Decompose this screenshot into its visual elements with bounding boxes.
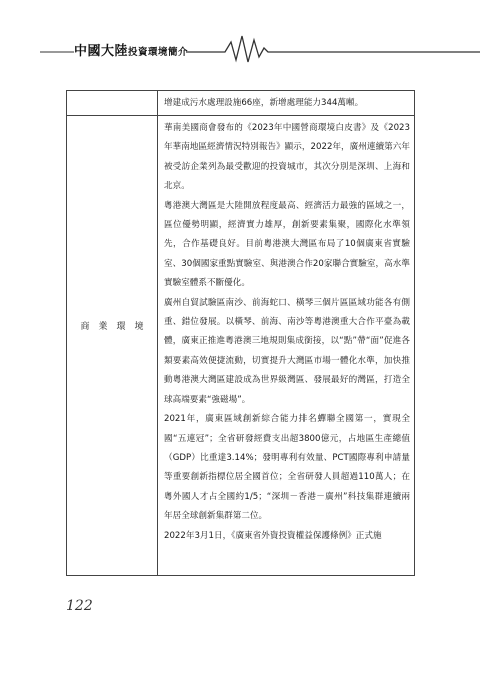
content-table xyxy=(66,90,415,576)
page-header xyxy=(0,0,480,70)
paragraph: 廣州自貿試驗區南沙、前海蛇口、橫琴三個片區區域功能各有側重、錯位發展。以橫琴、前海、南沙等粵港澳重大合作平臺為載體，廣東正推進粵港澳三地規則集成銜接，以“點”帶“面”促進各類要素高效便捷流動，切實提升大灣區市場一體化水準，加快推動粵港澳大灣區建設成為世界級灣區、發展最好的灣區，打造全球高端要素“強磁場”。 xyxy=(164,297,410,405)
header-title-sub: 投資環境簡介 xyxy=(128,47,189,58)
paragraph: 粵港澳大灣區是大陸開放程度最高、經濟活力最強的區域之一，區位優勢明顯，經濟實力雄厚，創新要素集聚，國際化水準領先，合作基礎良好。目前粵港澳大灣區布局了10個廣東省實驗室、30個國家重點實驗室、與港澳合作20家聯合實驗室，高水準實驗室體系不斷優化。 xyxy=(164,200,410,289)
page-number: 122 xyxy=(66,598,93,614)
header-ecg-line xyxy=(0,30,480,70)
header-title xyxy=(74,40,188,59)
header-title-main: 中國大陸 xyxy=(74,44,129,59)
paragraph: 2021年，廣東區域創新綜合能力排名蟬聯全國第一，實現全國“五連冠”；全省研發經費支出超3800億元，占地區生產總值（GDP）比重達3.14%；發明專利有效量、PCT國際專利申請量等重要創新指標位居全國首位；全省研發人員超過110萬人；在粵外國人才占全國約1/5；“深圳－香港－廣州”科技集群連續兩年居全球創新集群第二位。 xyxy=(164,414,410,522)
body-text xyxy=(164,119,410,546)
top-row-text: 增建成污水處理設施66座，新增處理能力344萬噸。 xyxy=(164,98,364,108)
column-divider-body xyxy=(157,91,158,575)
paragraph: 華南美國商會發布的《2023年中國營商環境白皮書》及《2023年華南地區經濟情況特別報告》顯示，2022年，廣州連續第六年被受訪企業列為最受歡迎的投資城市，其次分別是深圳、上海和北京。 xyxy=(164,123,410,192)
paragraph: 2022年3月1日，《廣東省外資投資權益保護條例》正式施 xyxy=(164,530,382,541)
table-row-top xyxy=(67,91,414,116)
row-label: 商業環境 xyxy=(80,322,153,332)
